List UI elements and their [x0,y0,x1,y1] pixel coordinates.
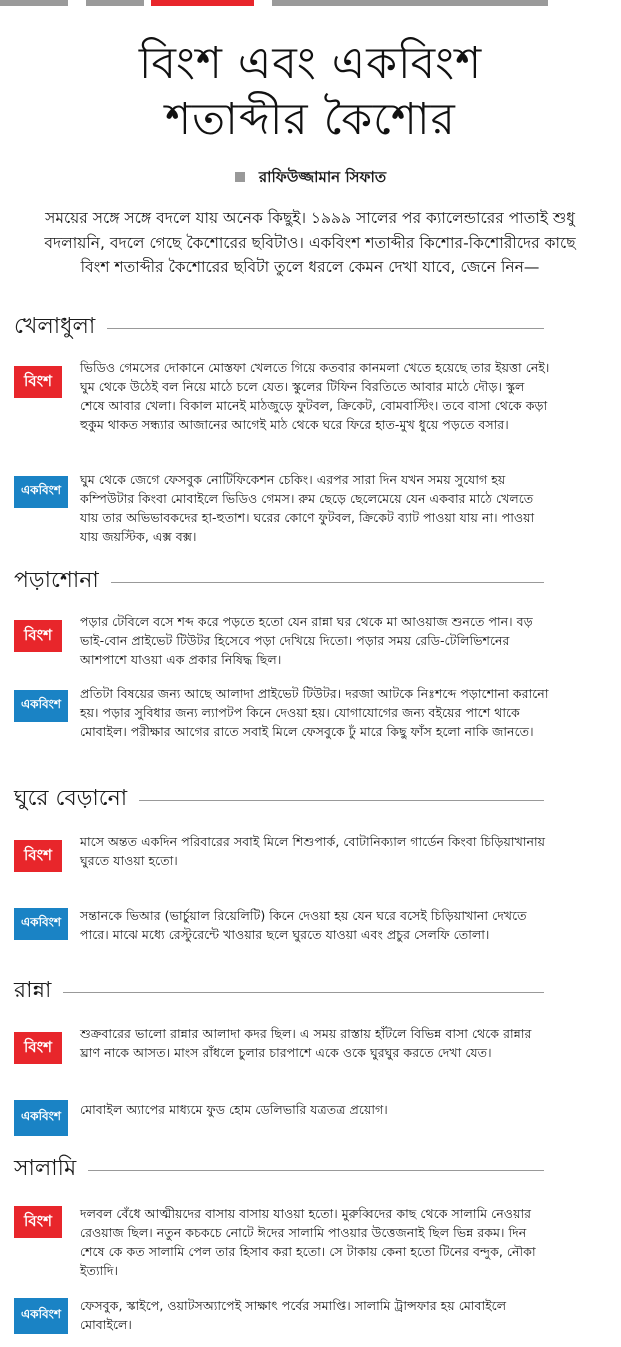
top-bar-grey-segment-3 [272,0,548,6]
badge-21st-century: একবিংশ [14,476,68,508]
intro-paragraph: সময়ের সঙ্গে সঙ্গে বদলে যায় অনেক কিছুই। ১৯৯৯ সালের পর ক্যালেন্ডারের পাতাই শুধু বদলায়নি, বদলে গেছে কৈশোরের ছবিটাও। একবিংশ শতাব্দীর কিশোর-কিশোরীদের কাছে বিংশ শতাব্দীর কৈশোরের ছবিটা তুলে ধরলে কেমন দেখা যাবে, জেনে নিন— [44,209,576,276]
entry-text: মাসে অন্তত একদিন পরিবারের সবাই মিলে শিশুপার্ক, বোটানিক্যাল গার্ডেন কিংবা চিড়িয়াখানায় ঘুরতে যাওয়া হতো। [80,834,546,868]
section-title: খেলাধুলা [14,312,107,342]
byline-square-icon [235,172,245,182]
badge-20th-century: বিংশ [14,366,62,398]
section-divider [14,1170,544,1171]
title-line-1: বিংশ এবং একবিংশ [138,38,483,89]
badge-21st-century: একবিংশ [14,1298,68,1334]
title-line-2: শতাব্দীর কৈশোর [165,94,456,145]
entry-text: ঘুম থেকে জেগে ফেসবুক নোটিফিকেশন চেকিং। এরপর সারা দিন যখন সময় সুযোগ হয় কম্পিউটার কিংবা মোবাইলে ভিডিও গেমস। রুম ছেড়ে ছেলেমেয়ে যেন একবার মাঠে খেলতে যায় তার অভিভাবকদের হা-হুতাশ। ঘরের কোণে ফুটবল, ক্রিকেট ব্যাট পাওয়া যায় না। পাওয়া যায় জয়স্টিক, এক্স বক্স। [80,472,535,544]
badge-21st-century: একবিংশ [14,1100,68,1136]
article-title [0,36,621,148]
section-heading-study [14,566,544,600]
badge-21st-century: একবিংশ [14,908,68,940]
section-divider [14,992,544,993]
author-name: রাফিউজ্জামান সিফাত [258,168,387,186]
badge-20th-century: বিংশ [14,1206,62,1238]
entry-text: মোবাইল অ্যাপের মাধ্যমে ফুড হোম ডেলিভারি যত্রতত্র প্রয়োগ। [80,1102,388,1117]
section-title: পড়াশোনা [14,566,111,596]
top-bar-red-segment [151,0,254,6]
entry-text: ফেসবুক, স্কাইপে, ওয়াটসঅ্যাপেই সাক্ষাৎ পর্বের সমাপ্তি। সালামি ট্রান্সফার হয় মোবাইলে মোবাইলে। [80,1298,507,1332]
entry-text: দলবল বেঁধে আত্মীয়দের বাসায় বাসায় যাওয়া হতো। মুরুব্বিদের কাছ থেকে সালামি নেওয়ার রেওয়াজ ছিল। নতুন কচকচে নোটে ঈদের সালামি পাওয়ার উত্তেজনাই ছিল ভিন্ন রকম। দিন শেষে কে কত সালামি পেল তার হিসাব করা হতো। সে টাকায় কেনা হতো টিনের বন্দুক, নৌকা ইত্যাদি। [80,1206,536,1278]
badge-20th-century: বিংশ [14,840,62,872]
top-color-bar [0,0,621,6]
badge-20th-century: বিংশ [14,1032,62,1064]
entry-text: শুক্রবারের ভালো রান্নার আলাদা কদর ছিল। এ সময় রাস্তায় হাঁটলে বিভিন্ন বাসা থেকে রান্নার ঘ্রাণ নাকে আসত। মাংস রাঁধলে চুলার চারপাশে একে ওকে ঘুরঘুর করতে দেখা যেত। [80,1026,532,1060]
entry-text: পড়ার টেবিলে বসে শব্দ করে পড়তে হতো যেন রান্না ঘর থেকে মা আওয়াজ শুনতে পান। বড় ভাই-বোন প্রাইভেট টিউটর হিসেবে পড়া দেখিয়ে দিতো। পড়ার সময় রেডি-টেলিভিশনের আশপাশে যাওয়া এক প্রকার নিষিদ্ধ ছিল। [80,614,533,667]
entry-text: সন্তানকে ভিআর (ভার্চুয়াল রিয়েলিটি) কিনে দেওয়া হয় যেন ঘরে বসেই চিড়িয়াখানা দেখতে পারে। মাঝে মধ্যে রেস্টুরেন্টে খাওয়ার ছলে ঘুরতে যাওয়া এবং প্রচুর সেলফি তোলা। [80,908,527,942]
section-heading-sports [14,312,544,346]
section-heading-cooking [14,976,544,1010]
badge-21st-century: একবিংশ [14,690,68,722]
byline [0,166,621,191]
section-title: সালামি [14,1154,88,1184]
section-title: রান্না [14,976,63,1006]
entry-text: ভিডিও গেমসের দোকানে মোস্তফা খেলতে গিয়ে কতবার কানমলা খেতে হয়েছে তার ইয়ত্তা নেই। ঘুম থেকে উঠেই বল নিয়ে মাঠে চলে যেত। স্কুলের টিফিন বিরতিতে আবার মাঠে দৌড়। স্কুল শেষে আবার খেলা। বিকাল মানেই মাঠজুড়ে ফুটবল, ক্রিকেট, বোমবাস্টিং। তবে বাসা থেকে কড়া হুকুম থাকত সন্ধ্যার আজানের আগেই মাঠ থেকে ঘরে ফিরে হাত-মুখ ধুয়ে পড়তে বসার। [80,360,550,432]
badge-20th-century: বিংশ [14,620,62,652]
section-heading-salami [14,1154,544,1188]
top-bar-grey-segment-1 [0,0,68,6]
section-title: ঘুরে বেড়ানো [14,784,139,814]
top-bar-grey-segment-2 [86,0,144,6]
section-heading-travel [14,784,544,818]
entry-text: প্রতিটা বিষয়ের জন্য আছে আলাদা প্রাইভেট টিউটর। দরজা আটকে নিঃশব্দে পড়াশোনা করানো হয়। পড়ার সুবিধার জন্য ল্যাপটপ কিনে দেওয়া হয়। যোগাযোগের জন্য বইয়ের পাশে থাকে মোবাইল। পরীক্ষার আগের রাতে সবাই মিলে ফেসবুকে ঢুঁ মারে কিছু ফাঁস হলো নাকি জানতে। [80,686,549,739]
